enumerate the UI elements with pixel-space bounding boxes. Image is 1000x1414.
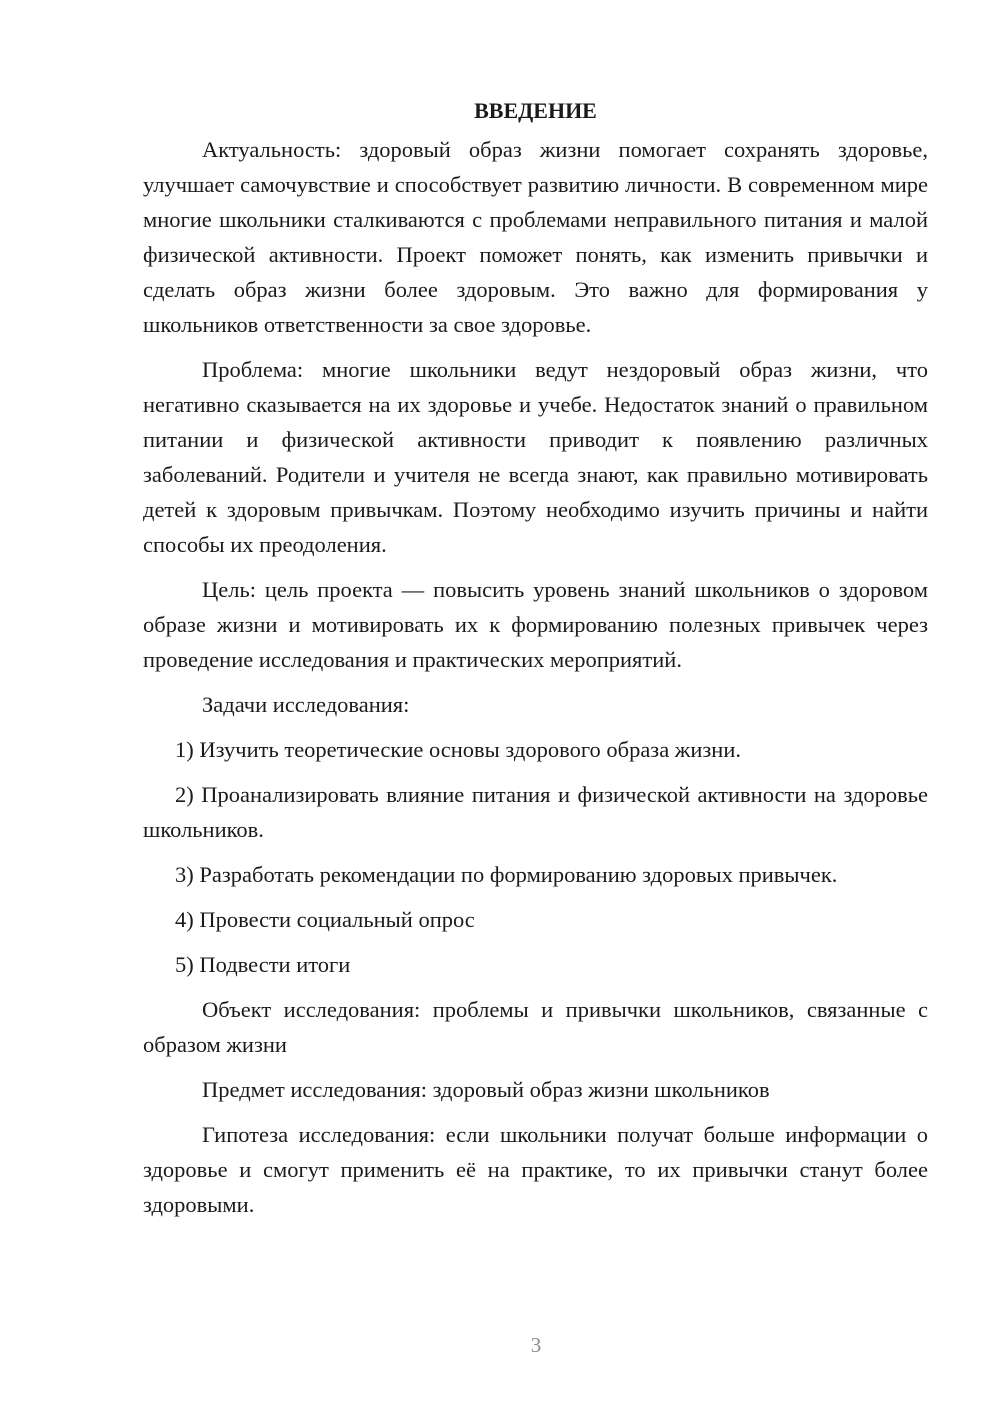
object-paragraph: Объект исследования: проблемы и привычки школьников, связанные с образом жизни (143, 997, 928, 1057)
relevance-paragraph: Актуальность: здоровый образ жизни помогает сохранять здоровье, улучшает самочувствие и способствует развитию личности. В современном мире многие школьники сталкиваются с проблемами неправильного питания и малой физической активности. Проект поможет понять, как изменить привычки и сделать образ жизни более здоровым. Это важно для формирования у школьников ответственности за свое здоровье. (143, 137, 928, 337)
task-item-2: 2) Проанализировать влияние питания и физической активности на здоровье школьников. (143, 782, 928, 842)
task-item-5: 5) Подвести итоги (175, 952, 351, 977)
task-item-3: 3) Разработать рекомендации по формированию здоровых привычек. (175, 862, 838, 887)
problem-paragraph: Проблема: многие школьники ведут нездоровый образ жизни, что негативно сказывается на их здоровье и учебе. Недостаток знаний о правильном питании и физической активности приводит к появлению различных заболеваний. Родители и учителя не всегда знают, как правильно мотивировать детей к здоровым привычкам. Поэтому необходимо изучить причины и найти способы их преодоления. (143, 357, 928, 557)
document-body (143, 96, 928, 1232)
task-item-4: 4) Провести социальный опрос (175, 907, 475, 932)
hypothesis-paragraph: Гипотеза исследования: если школьники получат больше информации о здоровье и смогут применить её на практике, то их привычки станут более здоровыми. (143, 1122, 928, 1217)
tasks-title: Задачи исследования: (202, 692, 410, 717)
section-heading: ВВЕДЕНИЕ (474, 98, 597, 123)
goal-paragraph: Цель: цель проекта — повысить уровень знаний школьников о здоровом образе жизни и мотивировать их к формированию полезных привычек через проведение исследования и практических мероприятий. (143, 577, 928, 672)
page-number: 3 (530, 1333, 542, 1357)
subject-paragraph: Предмет исследования: здоровый образ жизни школьников (202, 1077, 770, 1102)
task-item-1: 1) Изучить теоретические основы здорового образа жизни. (175, 737, 741, 762)
